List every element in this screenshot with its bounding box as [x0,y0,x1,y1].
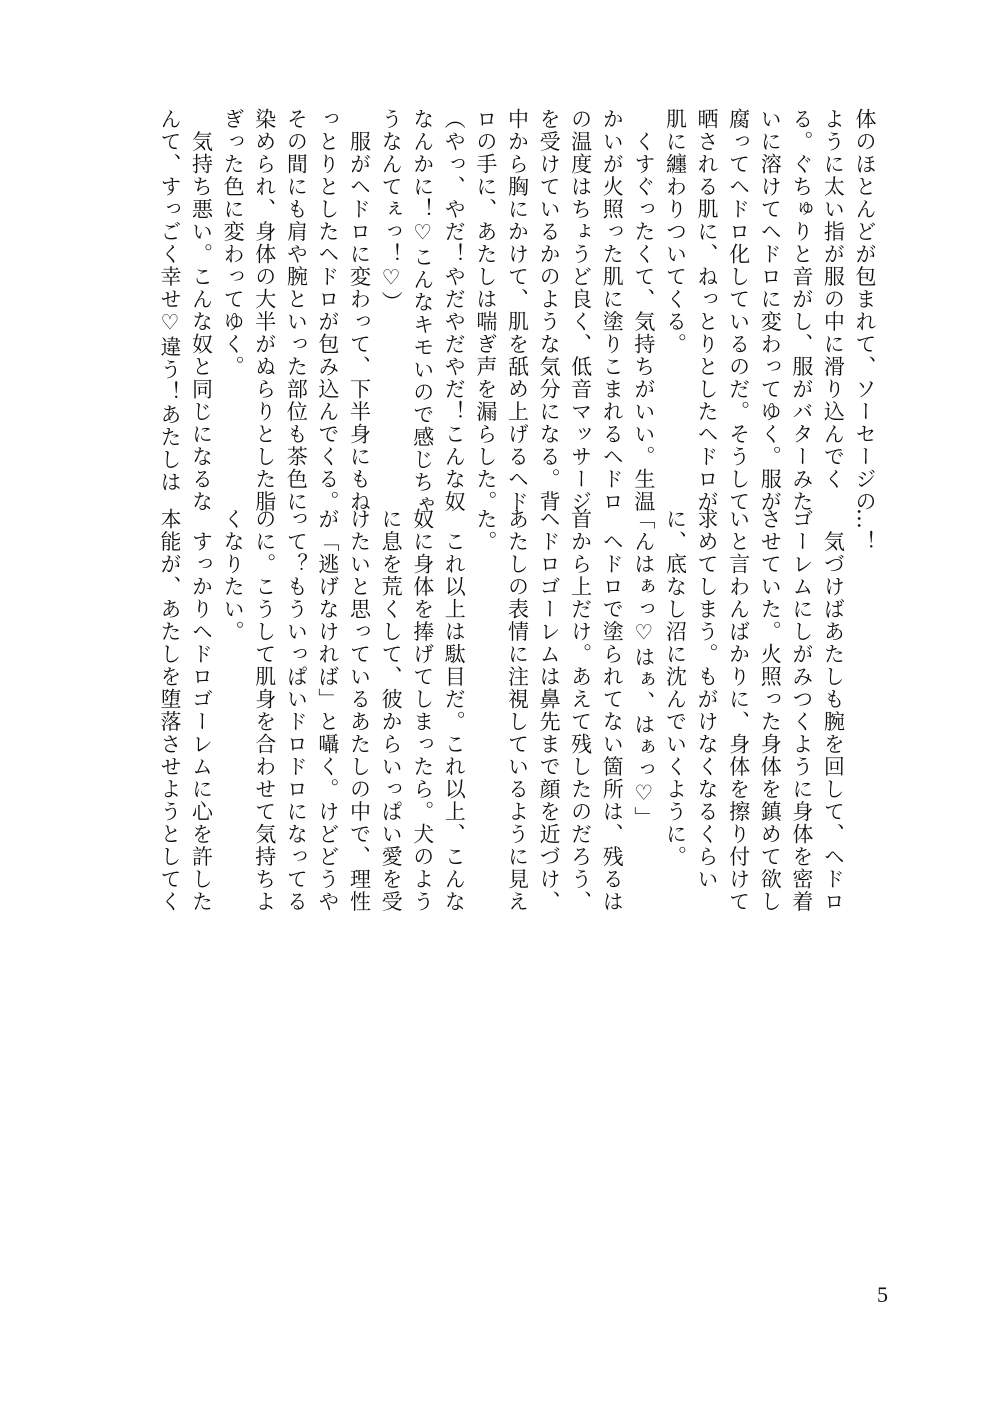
text-line: これ以上は駄目だ。これ以上、こんな [442,508,467,913]
text-line: ヘドロゴーレムは鼻先まで顔を近づけ、 [537,508,562,913]
text-line: くすぐったくて、気持ちがいい。生温 [631,108,656,513]
text-line: の温度はちょうど良く、低音マッサージ [568,108,593,513]
text-line: 気持ち悪い。こんな奴と同じになるな [189,108,214,513]
text-line: っとりとしたヘドロが包み込んでくる。 [315,108,340,513]
text-line: 晒される肌に、ねっとりとしたヘドロが [695,108,720,513]
text-line: その間にも肩や腕といった部位も茶色に [284,108,309,513]
text-line: 首から上だけ。あえて残したのだろう、 [568,508,593,913]
text-line: くなりたい。 [221,508,246,643]
text-line: ロの手に、あたしは喘ぎ声を漏らした。 [473,108,498,513]
text-line: （やっ、やだ！やだやだやだ！こんな奴 [442,108,467,513]
text-line: ように太い指が服の中に滑り込んでく [821,108,846,491]
text-line: いに溶けてヘドロに変わってゆく。服が [758,108,783,513]
text-line: のに。こうして肌身を合わせて気持ちよ [252,508,277,913]
lower-text-block [153,508,880,913]
text-line: …！ [853,508,877,553]
text-line: る。ぐちゅりと音がし、服がバターみた [789,108,814,513]
text-line: させていた。火照った身体を鎮めて欲し [758,508,783,913]
text-line: んて、すっごく幸せ♡違う！あたしは [157,108,182,494]
text-line: ぎった色に変わってゆく。 [221,108,246,378]
text-line: 腐ってヘドロ化しているのだ。そうして [726,108,751,513]
text-line: に、底なし沼に沈んでいくように。 [663,508,688,868]
page-number: 5 [877,1282,888,1307]
text-line: 服がヘドロに変わって、下半身にもね [347,108,372,513]
text-line: 肌に纏わりついてくる。 [663,108,688,356]
text-line: 求めてしまう。もがけなくなるくらい [695,508,720,891]
text-line: に息を荒くして、彼からいっぱい愛を受 [379,508,404,913]
text-line: を受けているかのような気分になる。背 [537,108,562,513]
text-line: 奴に身体を捧げてしまったら。犬のよう [410,508,435,913]
text-line: いと言わんばかりに、身体を擦り付けて [726,508,751,913]
text-line: すっかりヘドロゴーレムに心を許した [189,508,214,913]
text-line: うなんてぇっ！♡） [379,108,404,314]
text-line: なんかに！♡こんなキモいので感じちゃ [410,108,435,516]
text-line: 染められ、身体の大半がぬらりとした脂 [252,108,277,513]
text-line: 気づけばあたしも腕を回して、ヘドロ [821,508,846,913]
text-line: ゴーレムにしがみつくように身体を密着 [789,508,814,913]
text-line: が「逃げなければ」と囁く。けどどうや [315,508,340,913]
text-line: 中から胸にかけて、肌を舐め上げるヘド [505,108,530,513]
text-line: ヘドロで塗られてない箇所は、残るは [600,508,625,913]
text-line: 本能が、あたしを堕落させようとしてく [157,508,182,913]
upper-text-block [153,108,880,516]
text-line: 体のほとんどが包まれて、ソーセージの [853,108,877,513]
text-line: 「んはぁっ♡はぁ、はぁっ♡」 [631,508,656,829]
text-line: けたいと思っているあたしの中で、理性 [347,508,372,913]
text-line: かいが火照った肌に塗りこまれるヘドロ [600,108,625,513]
text-line: た。 [473,508,498,553]
text-line: あたしの表情に注視しているように見え [505,508,530,913]
text-line: って？もういっぱいドロドロになってる [284,508,309,913]
